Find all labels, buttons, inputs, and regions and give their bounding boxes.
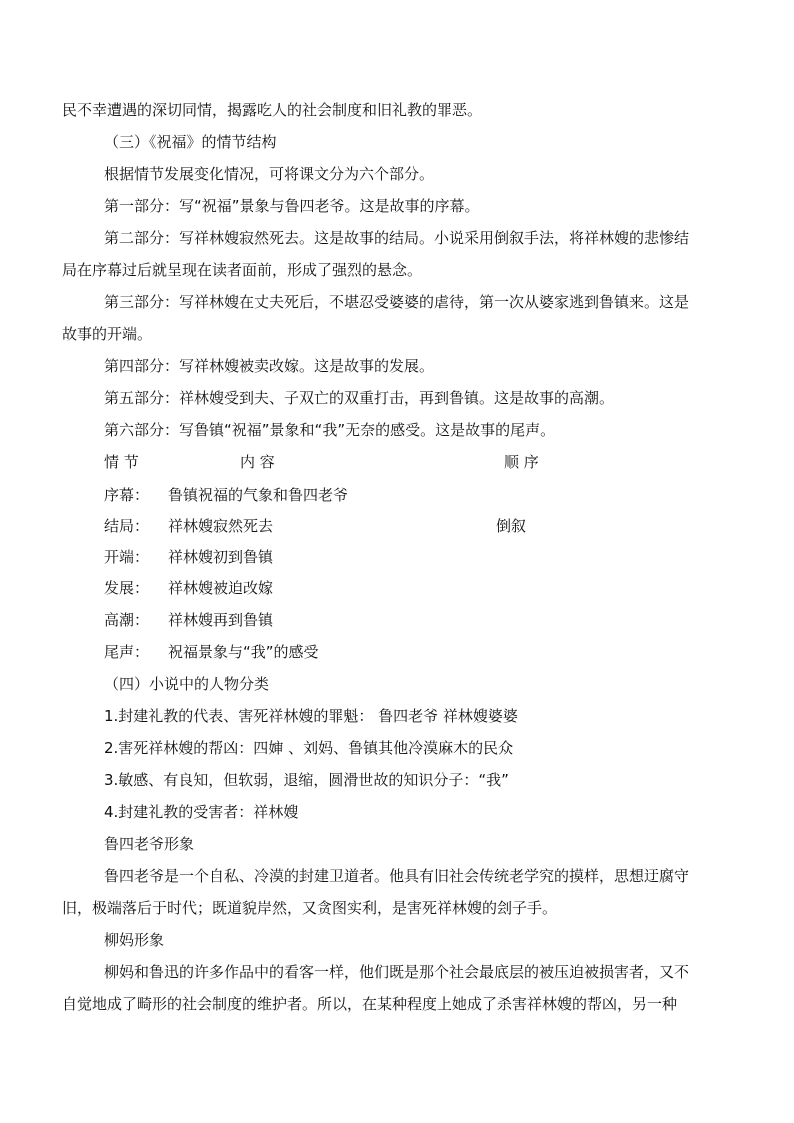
character-list-item: 4.封建礼教的受害者：祥林嫂 bbox=[104, 803, 299, 821]
section-heading-plot-structure: （三）《祝福》的情节结构 bbox=[104, 133, 277, 151]
paragraph-line: 第一部分：写“祝福”景象与鲁四老爷。这是故事的序幕。 bbox=[104, 197, 480, 215]
plot-table-header-plot: 情 节 bbox=[104, 453, 139, 471]
plot-table-row-plot: 开端： bbox=[104, 548, 150, 566]
paragraph-line: 鲁四老爷是一个自私、冷漠的封建卫道者。他具有旧社会传统老学究的摸样，思想迂腐守 bbox=[104, 867, 690, 885]
plot-table-row-content: 祥林嫂初到鲁镇 bbox=[168, 548, 274, 566]
plot-table-row-plot: 序幕： bbox=[104, 486, 150, 504]
paragraph-line: 旧，极端落后于时代；既道貌岸然，又贪图实利，是害死祥林嫂的刽子手。 bbox=[62, 899, 558, 917]
paragraph-line: 第四部分：写祥林嫂被卖改嫁。这是故事的发展。 bbox=[104, 357, 435, 375]
paragraph-line: 自觉地成了畸形的社会制度的维护者。所以，在某种程度上她成了杀害祥林嫂的帮凶，另一种 bbox=[62, 995, 678, 1013]
character-list-item: 2.害死祥林嫂的帮凶：四婶 、刘妈、鲁镇其他冷漠麻木的民众 bbox=[104, 739, 514, 757]
plot-table-header-content: 内 容 bbox=[240, 453, 275, 471]
paragraph-line: 故事的开端。 bbox=[62, 325, 153, 343]
paragraph-line: 第三部分：写祥林嫂在丈夫死后，不堪忍受婆婆的虐待，第一次从婆家逃到鲁镇来。这是 bbox=[104, 293, 690, 311]
subheading-lu-si: 鲁四老爷形象 bbox=[104, 835, 195, 853]
paragraph-line: 第六部分：写鲁镇“祝福”景象和“我”无奈的感受。这是故事的尾声。 bbox=[104, 421, 556, 439]
plot-table-row-plot: 发展： bbox=[104, 579, 150, 597]
plot-table-row-plot: 尾声： bbox=[104, 643, 150, 661]
plot-table-row-plot: 高潮： bbox=[104, 611, 150, 629]
plot-table-row-order: 倒叙 bbox=[496, 517, 527, 535]
plot-table-header-order: 顺 序 bbox=[504, 453, 539, 471]
plot-table-row-content: 祥林嫂寂然死去 bbox=[168, 517, 274, 535]
character-list-item: 3.敏感、有良知，但软弱，退缩，圆滑世故的知识分子：“我” bbox=[104, 771, 509, 789]
paragraph-line: 第二部分：写祥林嫂寂然死去。这是故事的结局。小说采用倒叙手法，将祥林嫂的悲惨结 bbox=[104, 229, 690, 247]
paragraph-line: 局在序幕过后就呈现在读者面前，形成了强烈的悬念。 bbox=[62, 261, 423, 279]
subheading-liu-ma: 柳妈形象 bbox=[104, 931, 165, 949]
paragraph-line: 根据情节发展变化情况，可将课文分为六个部分。 bbox=[104, 165, 435, 183]
plot-table-row-content: 祥林嫂被迫改嫁 bbox=[168, 579, 274, 597]
character-list-item: 1.封建礼教的代表、害死祥林嫂的罪魁： 鲁四老爷 祥林嫂婆婆 bbox=[104, 707, 518, 725]
section-heading-characters: （四）小说中的人物分类 bbox=[104, 675, 270, 693]
plot-table-row-plot: 结局： bbox=[104, 517, 150, 535]
paragraph-line: 第五部分：祥林嫂受到夫、子双亡的双重打击，再到鲁镇。这是故事的高潮。 bbox=[104, 389, 615, 407]
paragraph-line: 柳妈和鲁迅的许多作品中的看客一样，他们既是那个社会最底层的被压迫被损害者，又不 bbox=[104, 963, 690, 981]
plot-table-row-content: 祝福景象与“我”的感受 bbox=[168, 643, 319, 661]
plot-table-row-content: 鲁镇祝福的气象和鲁四老爷 bbox=[168, 486, 349, 504]
plot-table-row-content: 祥林嫂再到鲁镇 bbox=[168, 611, 274, 629]
paragraph-line: 民不幸遭遇的深切同情，揭露吃人的社会制度和旧礼教的罪恶。 bbox=[62, 101, 483, 119]
